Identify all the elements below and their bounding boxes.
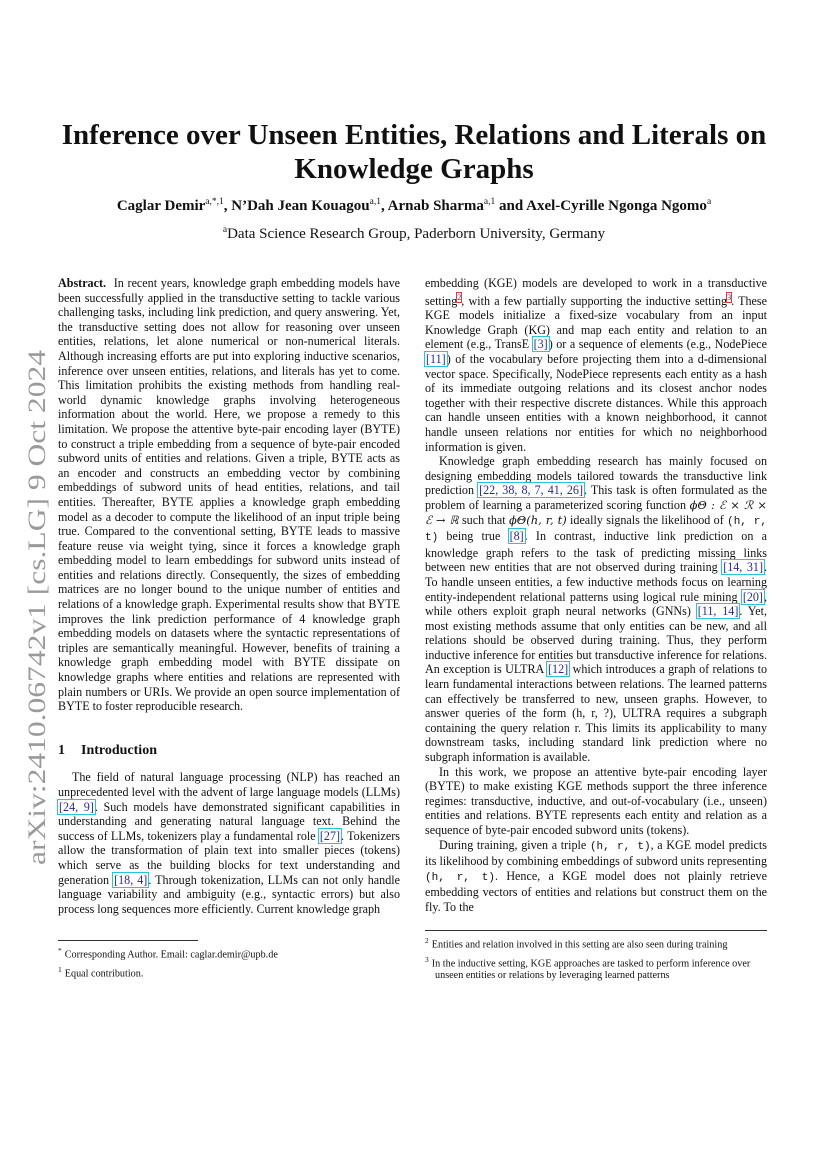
footnote-ref[interactable]: 3 bbox=[727, 292, 732, 302]
text-run: During training, given a triple bbox=[439, 837, 590, 852]
author-name: N’Dah Jean Kouagou bbox=[231, 198, 370, 214]
footnote-text: In the inductive setting, KGE approaches are tasked to perform inference over unseen entities or relations by leveraging learned patterns bbox=[431, 957, 751, 982]
arxiv-stamp bbox=[20, 345, 54, 865]
body-paragraph-3: In this work, we propose an attentive byte-pair encoding layer (BYTE) to make existing KGE methods support the three inference regimes: transductive, inductive, and out-of-vocabulary (i.e., unseen) entities and relations. BYTE represents each entity and relation as a sequence of byte-pair encoded subword units (tokens). bbox=[425, 764, 767, 837]
arxiv-stamp-svg bbox=[20, 345, 54, 865]
section-title: Introduction bbox=[81, 742, 157, 758]
math-expression: (h, r, t) bbox=[425, 515, 768, 545]
affiliation-text: Data Science Research Group, Paderborn University, Germany bbox=[227, 226, 606, 242]
abstract bbox=[58, 276, 400, 714]
text-run: ) of the vocabulary before projecting them into a d-dimensional vector space. Specifically, NodePiece represents each entity as a hash of its immediate outgoing relations and its closest anchor nodes together with their respective discrete distances. While this approach can handle unseen entities with a known neighborhood, it cannot handle unseen relations nor entities for which no neighborhood information is given. bbox=[425, 352, 767, 454]
author-affiliation-mark: a,1 bbox=[483, 197, 496, 207]
footnote-text: Equal contribution. bbox=[64, 967, 144, 979]
math-expression: ϕΘ(h, r, t) bbox=[508, 512, 567, 527]
intro-paragraph-1 bbox=[58, 770, 400, 916]
text-run: which introduces a graph of relations to learn fundamental interactions between relations. The learned patterns can effectively be transferred to new, unseen graphs. However, to answer queries of the form (h, r, ?), ULTRA requires a subgraph containing the query relation r. This limits its applicability to many downstream tasks, including standard link prediction where no subgraph information is available. bbox=[425, 662, 768, 765]
footnote bbox=[425, 954, 767, 983]
footnote-mark: 3 bbox=[425, 954, 429, 964]
affiliation-mark: a bbox=[222, 225, 228, 235]
citation-link[interactable]: [22, 38, 8, 7, 41, 26] bbox=[479, 483, 584, 498]
paper-title: Inference over Unseen Entities, Relations and Literals on Knowledge Graphs bbox=[61, 119, 767, 185]
author-name: Axel-Cyrille Ngonga Ngomo bbox=[526, 198, 707, 214]
author-name: Arnab Sharma bbox=[387, 198, 484, 214]
affiliation bbox=[40, 225, 788, 243]
footnote-text: Corresponding Author. Email: caglar.demir@upb.de bbox=[64, 949, 278, 961]
text-run: such that bbox=[458, 512, 509, 527]
text-run: embedding (KGE) models are developed to work in a transductive setting bbox=[425, 276, 767, 308]
text-run: . Yet, most existing methods assume that only entities can be new, and all relations should be observed during training. Thus, they perform inductive inference for entities but transductive inference for relations. An exception is ULTRA bbox=[425, 604, 767, 677]
citation-link[interactable]: [20] bbox=[742, 589, 763, 604]
author-separator: , bbox=[380, 198, 388, 214]
citation-link[interactable]: [12] bbox=[548, 662, 569, 677]
footnote-ref[interactable]: 2 bbox=[457, 292, 462, 302]
text-run: being true bbox=[438, 529, 509, 544]
text-run: . These KGE models initialize a fixed-size vocabulary from an input Knowledge Graph (KG) and map each entity and relation to an element (e.g., TransE bbox=[425, 293, 767, 352]
footnotes-right bbox=[425, 930, 767, 984]
citation-link[interactable]: [3] bbox=[533, 337, 548, 352]
math-expression: (h, r, t) bbox=[589, 840, 651, 853]
author-affiliation-mark: a,*,1 bbox=[205, 197, 224, 207]
abstract-text: In recent years, knowledge graph embedding models have been successfully applied in the transductive setting to tackle various challenging tasks, including link prediction, and query answering. Yet, the transductive setting does not allow for reasoning over unseen entities, relations, let alone numerical or non-numerical literals. Although increasing efforts are put into exploring inductive scenarios, inference over unseen entities, relations, and literals has yet to come. This limitation prohibits the existing methods from handling real-world dynamic knowledge graphs involving heterogeneous information about the world. Here, we propose a remedy to this limitation. We propose the attentive byte-pair encoding layer (BYTE) to construct a triple embedding from a sequence of byte-pair encoded subword units of entities and relations. Given a triple, BYTE acts as an encoder and constructs an embedding vector by combining embeddings of subword units of head entities, relations, and tail entities. Thereafter, BYTE applies a knowledge graph embedding model as a decoder to compute the likelihood of an input triple being true. Compared to the conventional setting, BYTE leads to massive feature reuse via weight tying, since it forces a knowledge graph embedding model to learn embeddings for subword units instead of entities and relations directly. Consequently, the sizes of embedding matrices are no longer bound to the unique number of entities and relations of a knowledge graph. Experimental results show that BYTE improves the link prediction performance of 4 knowledge graph embedding models on datasets where the syntactic representations of triples are semantically meaningful. However, benefits of training a knowledge graph embedding model with BYTE dissipate on knowledge graphs where entities and relations are represented with plain numbers or URIs. We provide an open source implementation of BYTE to foster reproducible research. bbox=[58, 276, 400, 714]
text-run: . In contrast, inductive link prediction on a knowledge graph refers to the task of predicting missing links between new entities that are not observed during training bbox=[425, 529, 767, 575]
text-run: The field of natural language processing (NLP) has reached an unprecedented level with the advent of large language models (LLMs) bbox=[58, 770, 400, 799]
author-affiliation-mark: a bbox=[706, 197, 712, 207]
math-expression: ϕΘ : ℰ × ℛ × ℰ → ℝ bbox=[425, 497, 767, 527]
author-list bbox=[40, 193, 788, 215]
footnote-text: Entities and relation involved in this setting are also seen during training bbox=[431, 939, 728, 951]
text-run: , while others exploit graph neural networks (GNNs) bbox=[425, 589, 767, 619]
author-separator: , bbox=[223, 198, 232, 214]
text-run: ) or a sequence of elements (e.g., NodePiece bbox=[548, 337, 767, 352]
text-run: Knowledge graph embedding research has mainly focused on designing embedding models tailored towards the transductive link prediction bbox=[425, 454, 767, 498]
section-number: 1 bbox=[58, 742, 65, 758]
text-run: , with a few partially supporting the inductive setting bbox=[461, 293, 728, 308]
author-name: Caglar Demir bbox=[116, 198, 206, 214]
citation-link[interactable]: [24, 9] bbox=[59, 799, 94, 814]
citation-link[interactable]: [27] bbox=[319, 828, 341, 843]
text-run: . Through tokenization, LLMs can not only handle language variability and ambiguity (e.g., syntactic errors) but also process long sequences more efficiently. Current knowledge graph bbox=[58, 872, 400, 916]
footnote bbox=[58, 945, 400, 962]
footnote-mark: 2 bbox=[425, 936, 429, 945]
text-run: . Such models have demonstrated significant capabilities in understanding and generating natural language text. Behind the success of LLMs, tokenizers play a fundamental role bbox=[58, 799, 400, 843]
citation-link[interactable]: [11, 14] bbox=[697, 604, 739, 619]
body-paragraph-4 bbox=[425, 838, 767, 915]
text-run: . To handle unseen entities, a few inductive methods focus on learning entity-independent relational patterns using logical rule mining bbox=[425, 560, 767, 604]
section-heading-introduction bbox=[58, 744, 400, 759]
text-run: ideally signals the likelihood of bbox=[566, 512, 728, 527]
footnote-mark: * bbox=[58, 946, 62, 955]
arxiv-stamp-text: arXiv:2410.06742v1 [cs.LG] 9 Oct 2024 bbox=[24, 456, 51, 865]
author-affiliation-mark: a,1 bbox=[369, 197, 381, 207]
left-column bbox=[58, 276, 400, 916]
citation-link[interactable]: [11] bbox=[426, 352, 446, 366]
text-run: , a KGE model predicts its likelihood by combining embeddings of subword units representing bbox=[425, 837, 767, 869]
abstract-label: Abstract. bbox=[58, 276, 107, 290]
footnote-rule bbox=[58, 940, 198, 941]
citation-link[interactable]: [8] bbox=[509, 529, 524, 544]
text-run: . This task is often formulated as the problem of learning a parameterized scoring function bbox=[425, 483, 767, 512]
footnotes-left bbox=[58, 940, 400, 982]
author-separator: and bbox=[495, 198, 527, 214]
footnote-rule bbox=[425, 930, 767, 931]
body-paragraph-2 bbox=[425, 454, 767, 764]
citation-link[interactable]: [14, 31] bbox=[723, 560, 763, 575]
text-run: . Hence, a KGE model does not plainly retrieve embedding vectors of entities and relations but construct them on the fly. To the bbox=[425, 868, 767, 914]
citation-link[interactable]: [18, 4] bbox=[114, 872, 148, 887]
footnote-mark: 1 bbox=[58, 964, 62, 974]
right-column bbox=[425, 276, 767, 915]
text-run: . Tokenizers allow the transformation of plain text into smaller pieces (tokens) which serve as the building blocks for text understanding and generation bbox=[58, 828, 400, 887]
footnote bbox=[425, 935, 767, 952]
math-expression: (h, r, t) bbox=[425, 871, 495, 884]
footnote bbox=[58, 964, 400, 981]
body-paragraph-1 bbox=[425, 276, 767, 454]
